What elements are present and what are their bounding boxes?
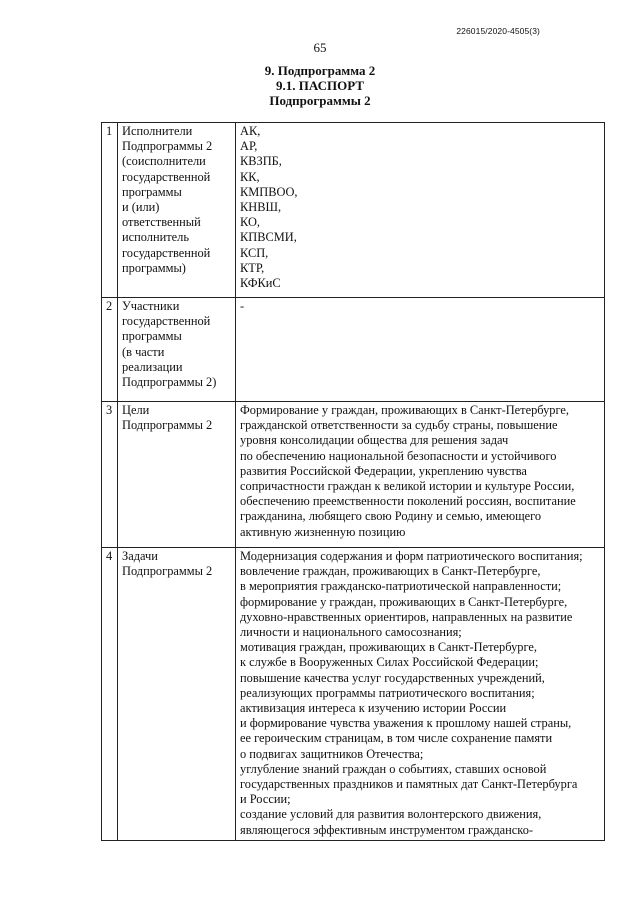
- row-value-cell: -: [236, 298, 605, 402]
- table-row: [102, 402, 605, 548]
- table-row: [102, 548, 605, 841]
- row-number-cell: 1: [102, 123, 118, 298]
- row-value-cell: Модернизация содержания и форм патриотического воспитания; вовлечение граждан, проживающих в Санкт-Петербурге, в мероприятия гражданско-патриотической направленности; формирование у граждан, проживающих в Санкт-Петербурге, духовно-нравственных ориентиров, направленных на развитие личности и национального самосознания; мотивация граждан, проживающих в Санкт-Петербурге, к службе в Вооруженных Силах Российской Федерации; повышение качества услуг государственных учреждений, реализующих программы патриотического воспитания; активизация интереса к изучению истории России и формирование чувства уважения к прошлому нашей страны, ее героическим страницам, в том числе сохранение памяти о подвигах защитников Отечества; углубление знаний граждан о событиях, ставших основой государственных праздников и памятных дат Санкт-Петербурга и России; создание условий для развития волонтерского движения, являющегося эффективным инструментом гражданско-: [236, 548, 605, 841]
- row-number-cell: 2: [102, 298, 118, 402]
- passport-table: [101, 122, 605, 841]
- table-row: [102, 298, 605, 402]
- row-value-cell: Формирование у граждан, проживающих в Санкт-Петербурге, гражданской ответственности за судьбу страны, повышение уровня консолидации общества для решения задач по обеспечению национальной безопасности и устойчивого развития Российской Федерации, укреплению чувства сопричастности граждан к великой истории и культуре России, обеспечению преемственности поколений россиян, воспитание гражданина, любящего свою Родину и семью, имеющего активную жизненную позицию: [236, 402, 605, 548]
- row-number-cell: 3: [102, 402, 118, 548]
- row-value-cell: АК, АР, КВЗПБ, КК, КМПВОО, КНВШ, КО, КПВСМИ, КСП, КТР, КФКиС: [236, 123, 605, 298]
- row-label-cell: Задачи Подпрограммы 2: [118, 548, 236, 841]
- row-label-cell: Участники государственной программы (в части реализации Подпрограммы 2): [118, 298, 236, 402]
- heading-line-passport: 9.1. ПАСПОРТ: [276, 78, 364, 93]
- heading-line-subprogram: 9. Подпрограмма 2: [264, 63, 376, 78]
- heading-line-subprogram-name: Подпрограммы 2: [269, 93, 371, 108]
- row-label-cell: Цели Подпрограммы 2: [118, 402, 236, 548]
- section-heading: [0, 63, 640, 108]
- document-registration-code: 226015/2020-4505(3): [456, 26, 540, 36]
- page-number: 65: [313, 40, 327, 55]
- row-number-cell: 4: [102, 548, 118, 841]
- row-label-cell: Исполнители Подпрограммы 2 (соисполнители государственной программы и (или) ответственный исполнитель государственной программы): [118, 123, 236, 298]
- table-row: [102, 123, 605, 298]
